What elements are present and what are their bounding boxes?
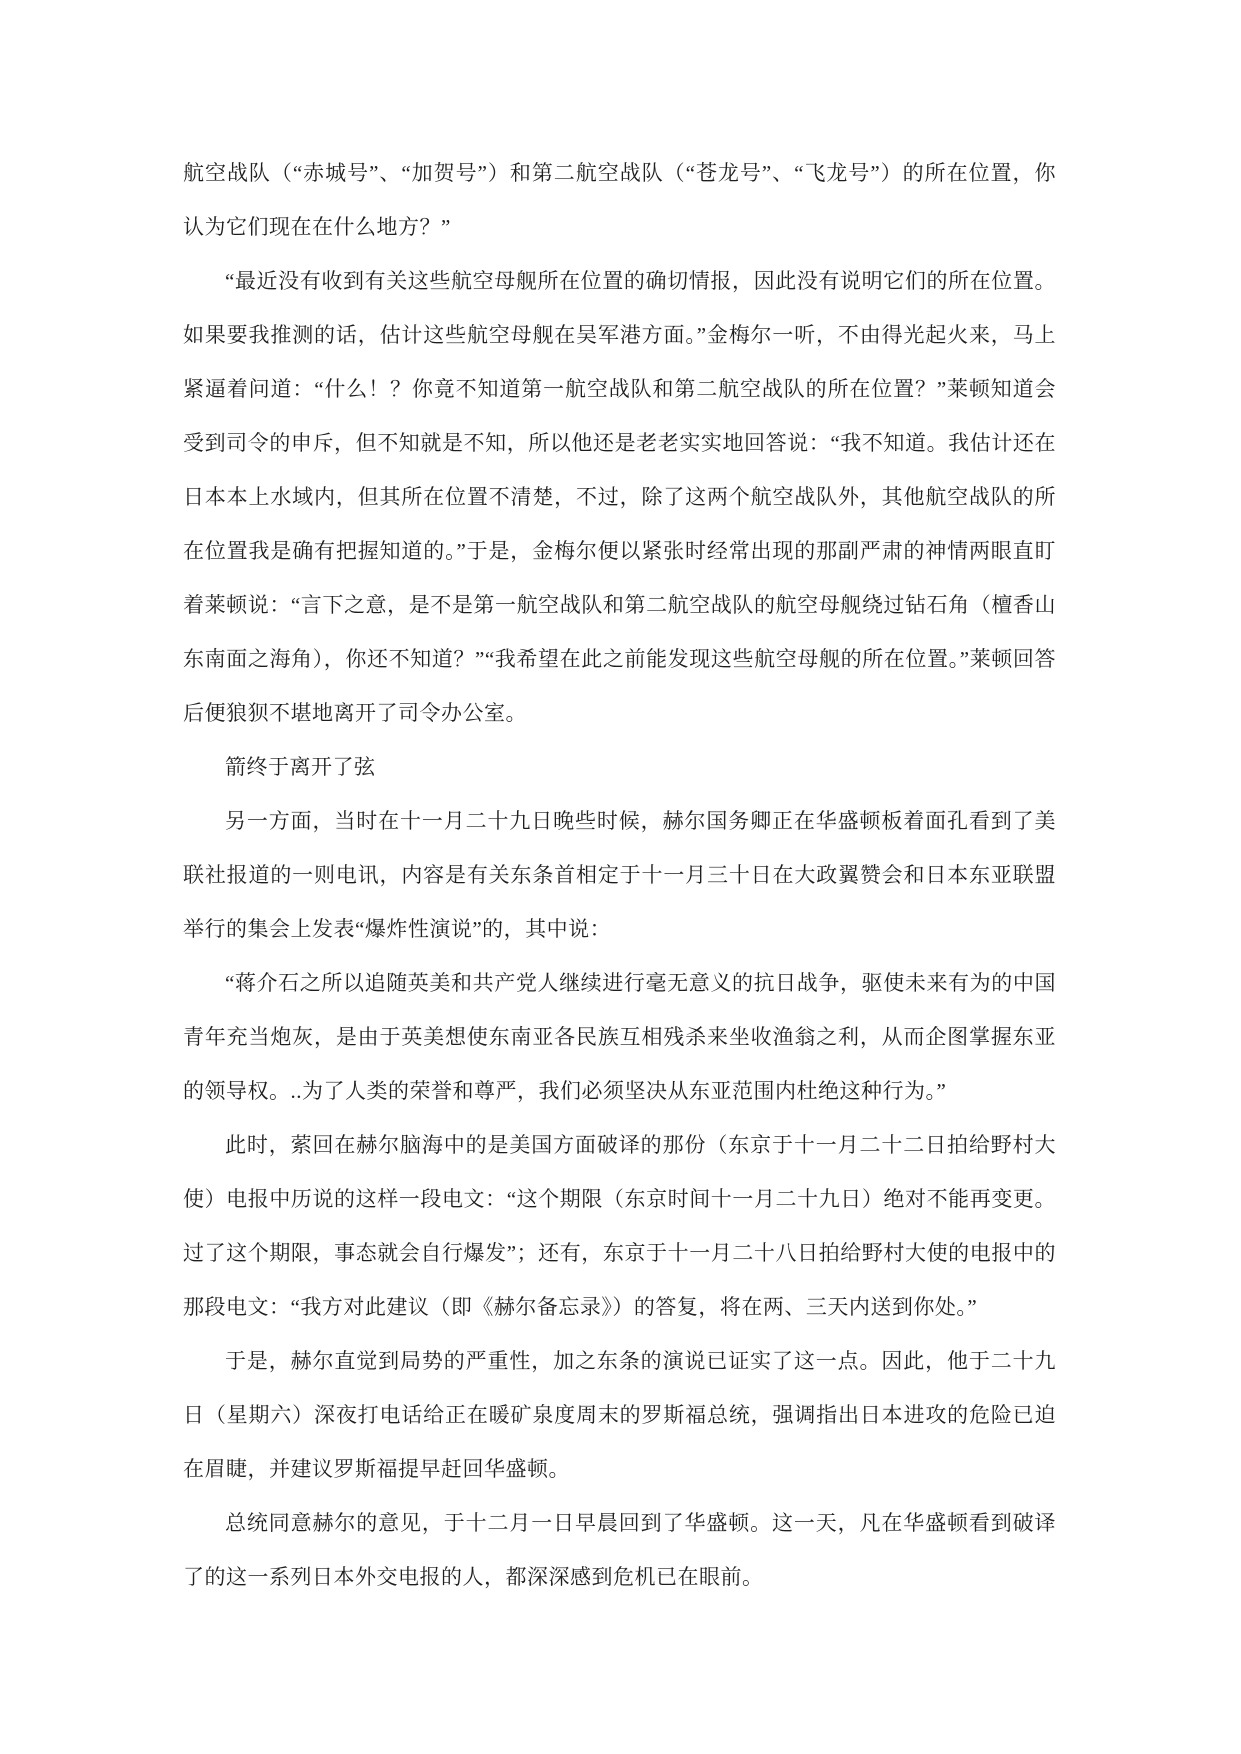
document-text-block xyxy=(183,146,1056,1604)
paragraph-quote: “蒋介石之所以追随英美和共产党人继续进行毫无意义的抗日战争，驱使未来有为的中国青年充当炮灰，是由于英美想使东南亚各民族互相残杀来坐收渔翁之利，从而企图掌握东亚的领导权。..为了人类的荣誉和尊严，我们必须坚决从东亚范围内杜绝这种行为。” xyxy=(183,971,1056,1103)
paragraph: “最近没有收到有关这些航空母舰所在位置的确切情报，因此没有说明它们的所在位置。如果要我推测的话，估计这些航空母舰在吴军港方面。”金梅尔一听，不由得光起火来，马上紧逼着问道：“什么！？你竟不知道第一航空战队和第二航空战队的所在位置？”莱顿知道会受到司令的申斥，但不知就是不知，所以他还是老老实实地回答说：“我不知道。我估计还在日本本上水域内，但其所在位置不清楚，不过，除了这两个航空战队外，其他航空战队的所在位置我是确有把握知道的。”于是，金梅尔便以紧张时经常出现的那副严肃的神情两眼直盯着莱顿说：“言下之意，是不是第一航空战队和第二航空战队的航空母舰绕过钻石角（檀香山东南面之海角），你还不知道？”“我希望在此之前能发现这些航空母舰的所在位置。”莱顿回答后便狼狈不堪地离开了司令办公室。 xyxy=(183,269,1056,725)
paragraph: 此时，萦回在赫尔脑海中的是美国方面破译的那份（东京于十一月二十二日拍给野村大使）电报中历说的这样一段电文：“这个期限（东京时间十一月二十九日）绝对不能再变更。过了这个期限，事态就会自行爆发”；还有，东京于十一月二十八日拍给野村大使的电报中的那段电文：“我方对此建议（即《赫尔备忘录》）的答复，将在两、三天内送到你处。” xyxy=(183,1133,1056,1319)
paragraph-continuation: 航空战队（“赤城号”、“加贺号”）和第二航空战队（“苍龙号”、“飞龙号”）的所在位置，你认为它们现在在什么地方？” xyxy=(183,161,1056,239)
paragraph: 于是，赫尔直觉到局势的严重性，加之东条的演说已证实了这一点。因此，他于二十九日（星期六）深夜打电话给正在暖矿泉度周末的罗斯福总统，强调指出日本进攻的危险已迫在眉睫，并建议罗斯福提早赶回华盛顿。 xyxy=(183,1349,1056,1481)
section-heading: 箭终于离开了弦 xyxy=(225,755,376,779)
paragraph: 总统同意赫尔的意见，于十二月一日早晨回到了华盛顿。这一天，凡在华盛顿看到破译了的这一系列日本外交电报的人，都深深感到危机已在眼前。 xyxy=(183,1511,1056,1589)
paragraph: 另一方面，当时在十一月二十九日晚些时候，赫尔国务卿正在华盛顿板着面孔看到了美联社报道的一则电讯，内容是有关东条首相定于十一月三十日在大政翼赞会和日本东亚联盟举行的集会上发表“爆炸性演说”的，其中说： xyxy=(183,809,1056,941)
